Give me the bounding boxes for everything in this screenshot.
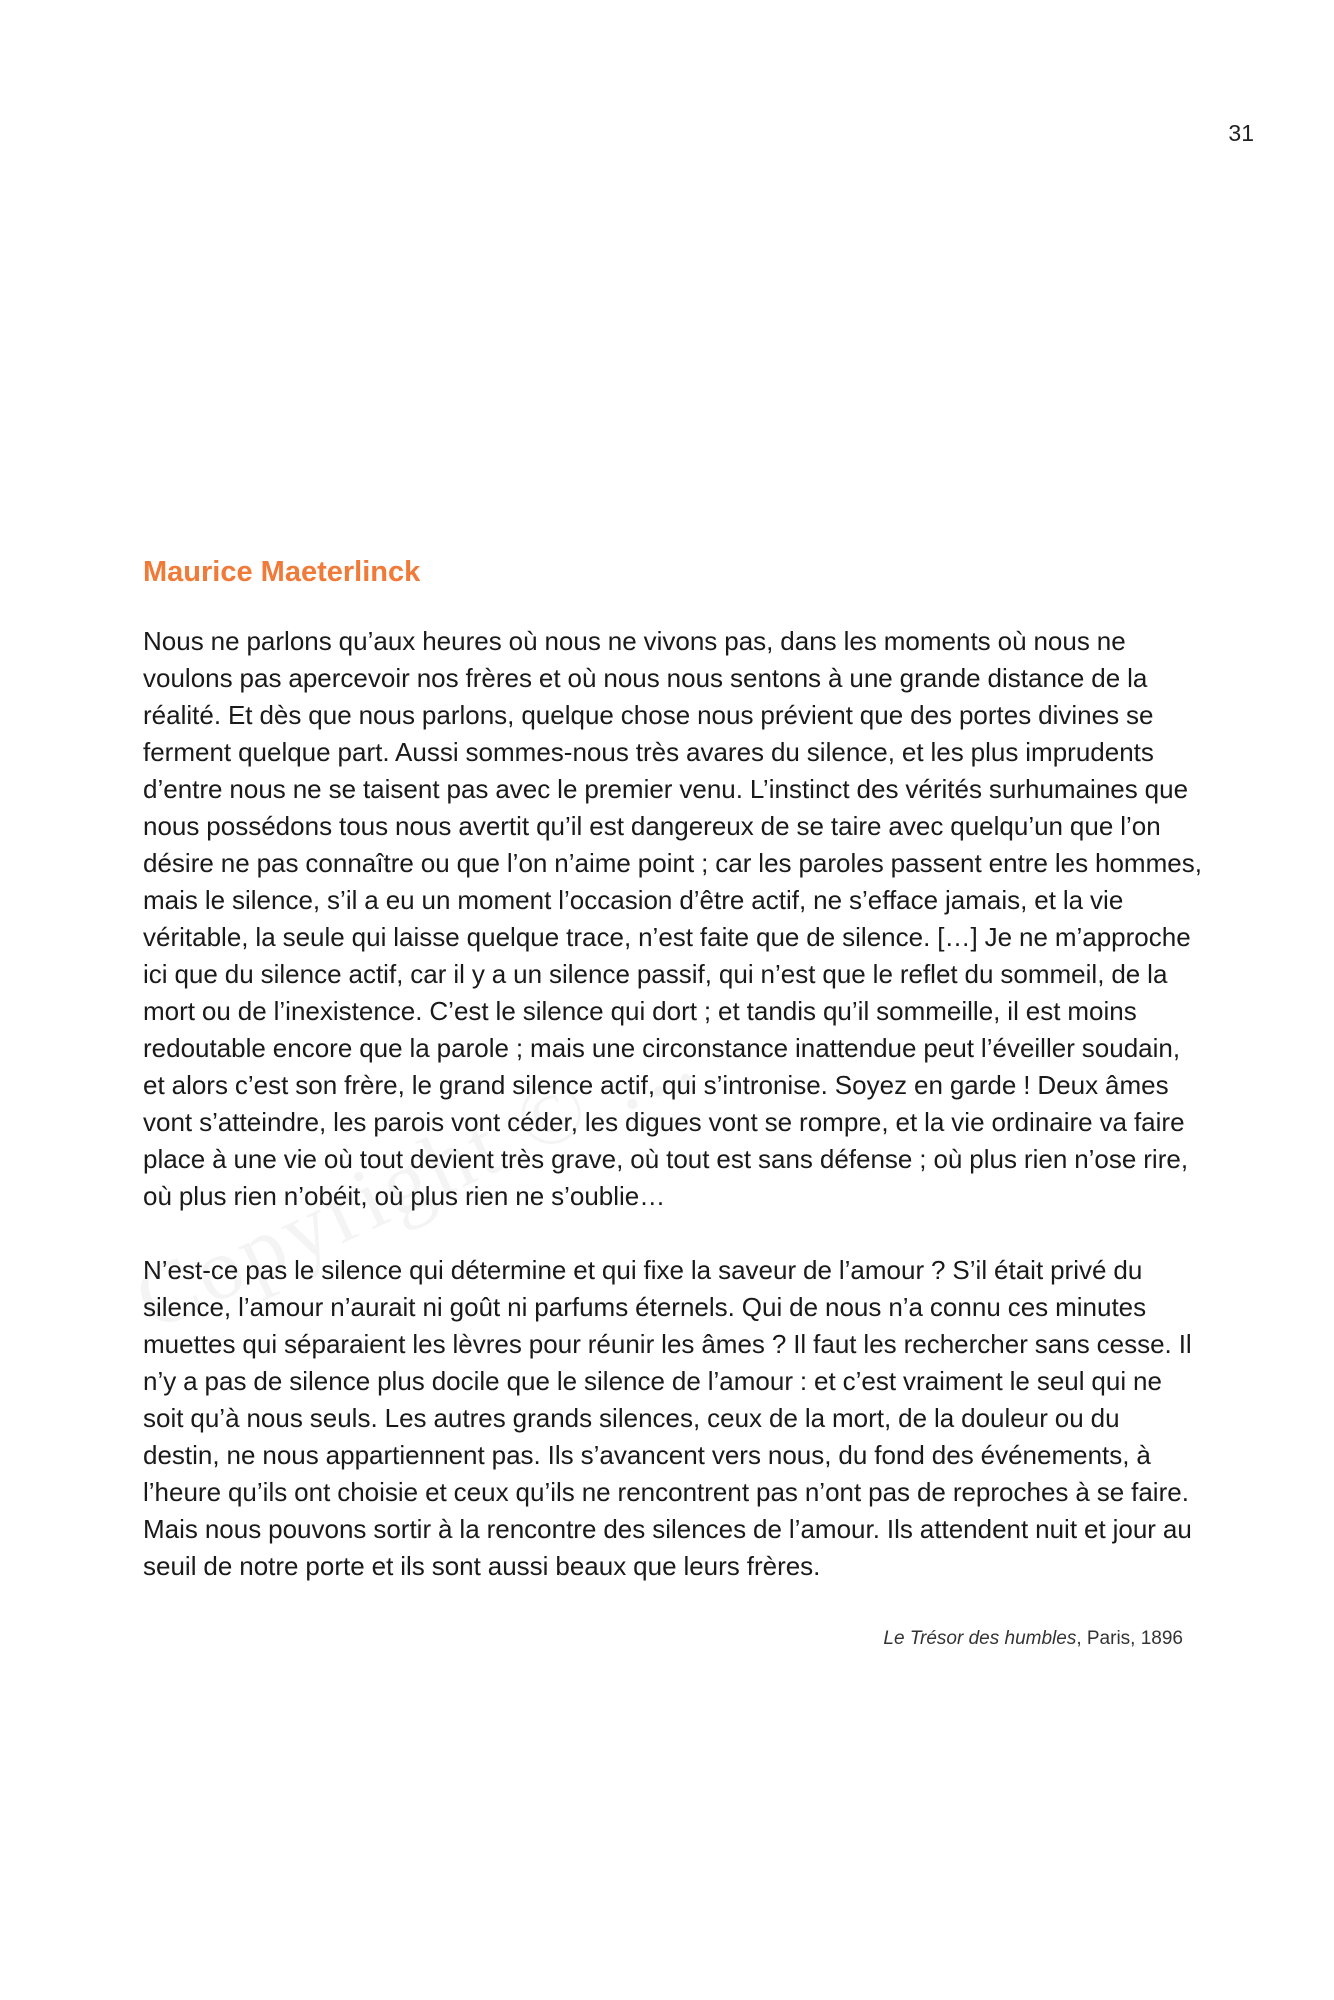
citation-work-title: Le Trésor des humbles bbox=[883, 1628, 1077, 1649]
page-number: 31 bbox=[1228, 120, 1254, 146]
article bbox=[143, 552, 1203, 1650]
body-paragraph-1: Nous ne parlons qu’aux heures où nous ne vivons pas, dans les moments où nous ne voulons pas apercevoir nos frères et où nous nous sentons à une grande distance de la réalité. Et dès que nous parlons, quelque chose nous prévient que des portes divines se ferment quelque part. Aussi sommes-nous très avares du silence, et les plus imprudents d’entre nous ne se taisent pas avec le premier venu. L’instinct des vérités surhumaines que nous possédons tous nous avertit qu’il est dangereux de se taire avec quelqu’un que l’on désire ne pas connaître ou que l’on n’aime point ; car les paroles passent entre les hommes, mais le silence, s’il a eu un moment l’occasion d’être actif, ne s’efface jamais, et la vie véritable, la seule qui laisse quelque trace, n’est faite que de silence. […] Je ne m’approche ici que du silence actif, car il y a un silence passif, qui n’est que le reflet du sommeil, de la mort ou de l’inexistence. C’est le silence qui dort ; et tandis qu’il sommeille, il est moins redoutable encore que la parole ; mais une circonstance inattendue peut l’éveiller soudain, et alors c’est son frère, le grand silence actif, qui s’intronise. Soyez en garde ! Deux âmes vont s’atteindre, les parois vont céder, les digues vont se rompre, et la vie ordinaire va faire place à une vie où tout devient très grave, où tout est sans défense ; où plus rien n’ose rire, où plus rien n’obéit, où plus rien ne s’oublie… bbox=[143, 626, 1202, 1211]
citation-details: , Paris, 1896 bbox=[1076, 1628, 1183, 1649]
body-paragraph-2: N’est-ce pas le silence qui détermine et qui fixe la saveur de l’amour ? S’il était privé du silence, l’amour n’aurait ni goût ni parfums éternels. Qui de nous n’a connu ces minutes muettes qui séparaient les lèvres pour réunir les âmes ? Il faut les rechercher sans cesse. Il n’y a pas de silence plus docile que le silence de l’amour : et c’est vraiment le seul qui ne soit qu’à nous seuls. Les autres grands silences, ceux de la mort, de la douleur ou du destin, ne nous appartiennent pas. Ils s’avancent vers nous, du fond des événements, à l’heure qu’ils ont choisie et ceux qu’ils ne rencontrent pas n’ont pas de reproches à se faire. Mais nous pouvons sortir à la rencontre des silences de l’amour. Ils attendent nuit et jour au seuil de notre porte et ils sont aussi beaux que leurs frères. bbox=[143, 1255, 1192, 1581]
source-citation bbox=[143, 1628, 1203, 1650]
author-heading: Maurice Maeterlinck bbox=[143, 556, 421, 588]
